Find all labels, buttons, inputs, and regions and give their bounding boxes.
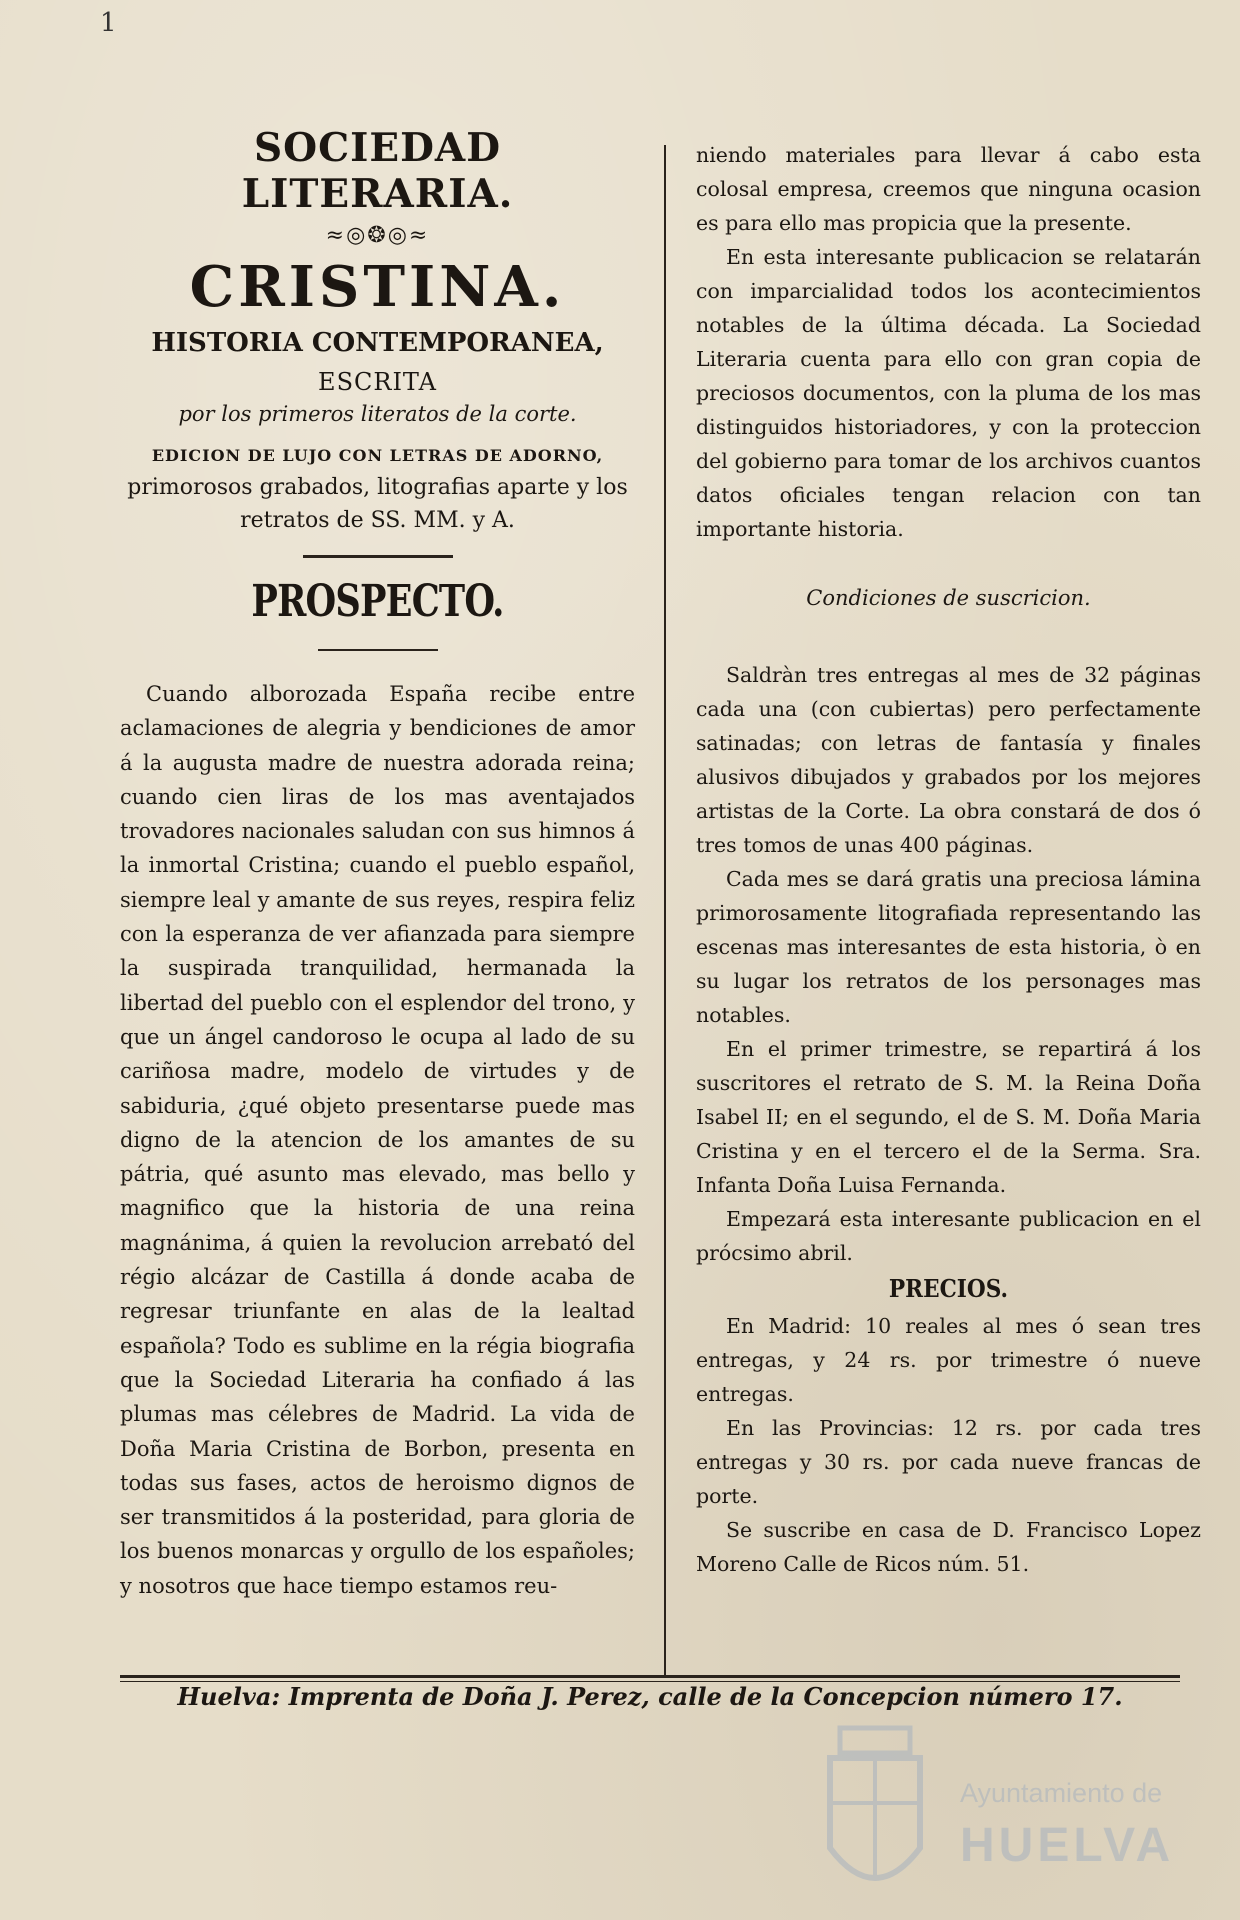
left-column	[120, 125, 635, 1603]
ornament-divider: ≈◎❂◎≈	[325, 223, 430, 248]
right-paragraph-5: En el primer trimestre, se repartirá á los suscritores el retrato de S. M. la Reina Doña Isabel II; en el segundo, el de S. M. Doña Maria Cristina y en el tercero el de la Serma. Sra. Infanta Doña Luisa Fernanda.	[696, 1037, 1201, 1197]
right-paragraph-6: Empezará esta interesante publicacion en el prócsimo abril.	[696, 1207, 1201, 1265]
right-paragraph-8: En las Provincias: 12 rs. por cada tres entregas y 30 rs. por cada nueve francas de porte.	[696, 1416, 1201, 1508]
shield-icon	[820, 1718, 930, 1908]
ayuntamiento-watermark	[820, 1718, 1180, 1913]
right-paragraph-9: Se suscribe en casa de D. Francisco Lopez Moreno Calle de Ricos núm. 51.	[696, 1518, 1201, 1576]
prospecto-body: Cuando alborozada España recibe entre aclamaciones de alegria y bendiciones de amor á la augusta madre de nuestra adorada reina; cuando cien liras de los mas aventajados trovadores nacionales saludan con sus himnos á la inmortal Cristina; cuando el pueblo español, siempre leal y amante de sus reyes, respira feliz con la esperanza de ver afianzada para siempre la suspirada tranquilidad, hermanada la libertad del pueblo con el esplendor del trono, y que un ángel candoroso le ocupa al lado de su cariñosa madre, modelo de virtudes y de sabiduria, ¿qué objeto presentarse puede mas digno de la atencion de los amantes de su pátria, qué asunto mas elevado, mas bello y magnifico que la historia de una reina magnánima, á quien la revolucion arrebató del régio alcázar de Castilla á donde acaba de regresar triunfante en alas de la lealtad española? Todo es sublime en la régia biografia que la Sociedad Literaria ha confiado á las plumas mas célebres de Madrid. La vida de Doña Maria Cristina de Borbon, presenta en todas sus fases, actos de heroismo dignos de ser transmitidos á la posteridad, para gloria de los buenos monarcas y orgullo de los españoles; y nosotros que hace tiempo estamos reu-	[120, 682, 635, 1598]
right-column	[696, 138, 1201, 1581]
right-paragraph-7: En Madrid: 10 reales al mes ó sean tres entregas, y 24 rs. por trimestre ó nueve entregas.	[696, 1314, 1201, 1406]
rule-top	[303, 555, 453, 558]
subtitle-historia: HISTORIA CONTEMPORANEA,	[151, 328, 604, 358]
imprint-line: Huelva: Imprenta de Doña J. Perez, calle de la Concepcion número 17.	[177, 1682, 1123, 1711]
prospecto-heading: PROSPECTO.	[251, 576, 504, 627]
edition-line: EDICION DE LUJO CON LETRAS DE ADORNO,	[151, 446, 604, 465]
conditions-heading: Condiciones de suscricion.	[806, 586, 1091, 610]
right-paragraph-2: En esta interesante publicacion se relatarán con imparcialidad todos los acontecimientos notables de la última década. La Sociedad Literaria cuenta para ello con gran copia de preciosos documentos, con la pluma de los mas distinguidos historiadores, y con la proteccion del gobierno para tomar de los archivos cuantos datos oficiales tengan relacion con tan importante historia.	[696, 245, 1201, 541]
watermark-line2: HUELVA	[960, 1819, 1175, 1872]
society-heading: SOCIEDAD LITERARIA.	[241, 125, 514, 217]
watermark-line1: Ayuntamiento de	[960, 1778, 1163, 1808]
rule-bottom	[318, 649, 438, 651]
right-paragraph-3: Saldràn tres entregas al mes de 32 páginas cada una (con cubiertas) pero perfectamente satinadas; con letras de fantasía y finales alusivos dibujados y grabados por los mejores artistas de la Corte. La obra constará de dos ó tres tomos de unas 400 páginas.	[696, 663, 1201, 857]
prices-heading: PRECIOS.	[888, 1274, 1009, 1303]
authors-line: por los primeros literatos de la corte.	[178, 402, 577, 426]
right-paragraph-4: Cada mes se dará gratis una preciosa lámina primorosamente litografiada representando las escenas mas interesantes de esta historia, ò en su lugar los retratos de los personages mas notables.	[696, 867, 1201, 1027]
edition-details: primorosos grabados, litografias aparte y los retratos de SS. MM. y A.	[127, 475, 628, 533]
bottom-rule	[120, 1675, 1180, 1678]
title-cristina: CRISTINA.	[189, 254, 566, 320]
column-divider	[664, 145, 666, 1675]
corner-mark: 1	[100, 8, 117, 38]
right-paragraph-1: niendo materiales para llevar á cabo esta colosal empresa, creemos que ninguna ocasion es para ello mas propicia que la presente.	[696, 143, 1201, 235]
escrita-line: ESCRITA	[318, 368, 437, 396]
